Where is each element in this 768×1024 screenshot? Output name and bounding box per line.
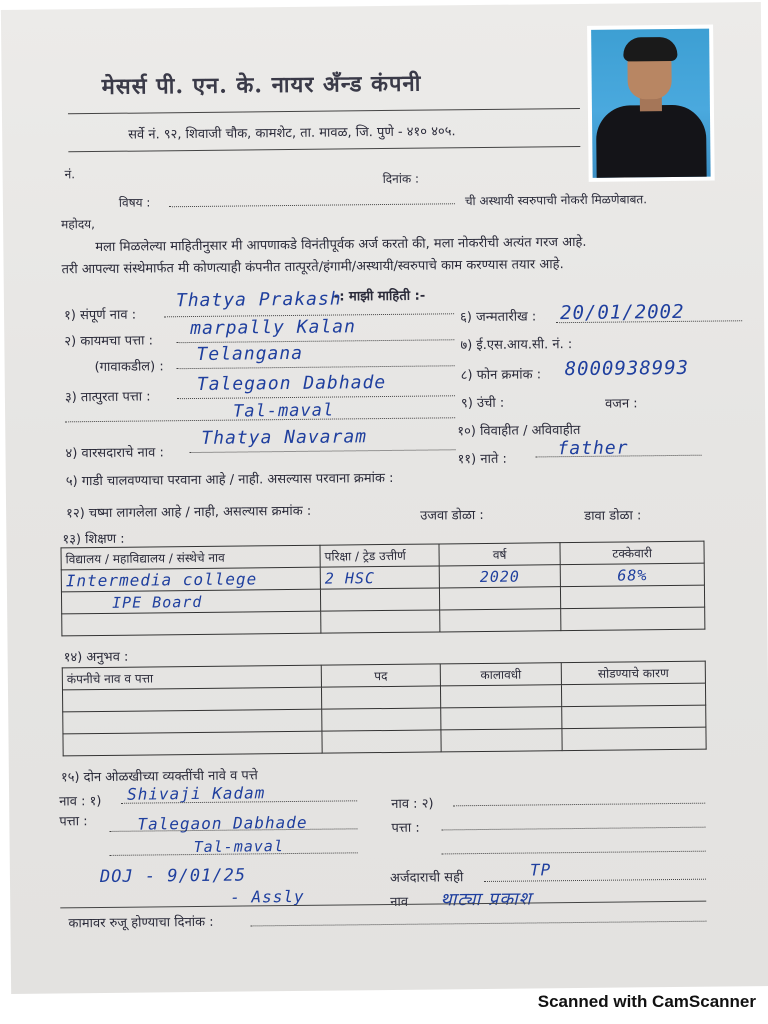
company-address: सर्वे नं. ९२, शिवाजी चौक, कामशेट, ता. मावळ, जि. पुणे - ४१० ४०५. (128, 124, 456, 143)
table-header: वर्ष (439, 543, 560, 566)
table-header: परिक्षा / ट्रेड उत्तीर्ण (320, 544, 439, 567)
temporary-address-label: ३) तात्पुरता पत्ता : (64, 389, 151, 406)
phone-value: 8000938993 (564, 356, 690, 381)
permanent-address-label: २) कायमचा पत्ता : (64, 333, 154, 350)
ref1-name-value: Shivaji Kadam (126, 783, 266, 804)
field-line (190, 449, 456, 453)
ref1-address-label: पत्ता : (59, 814, 88, 830)
table-cell: 2020 (479, 567, 520, 586)
salutation: महोदय, (61, 217, 96, 232)
driving-license-label: ५) गाडी चालवण्याचा परवाना आहे / नाही. असल्यास परवाना क्रमांक : (65, 470, 394, 490)
joining-date-label: कामावर रुजू होण्याचा दिनांक : (68, 914, 214, 932)
field-line (484, 879, 706, 882)
esic-label: ७) ई.एस.आय.सी. नं. : (460, 337, 573, 354)
applicant-signature-label: अर्जदाराची सही (389, 870, 464, 886)
experience-label: १४) अनुभव : (63, 649, 129, 666)
ref1-address-line-2: Tal-maval (193, 837, 285, 857)
ref1-name-label: नाव : १) (59, 793, 102, 810)
date-label: दिनांक : (382, 171, 420, 187)
references-label: १५) दोन ओळखीच्या व्यक्तींची नावे व पत्ते (60, 768, 258, 786)
field-line (442, 851, 706, 855)
dob-value: 20/01/2002 (559, 300, 685, 325)
relation-value: father (557, 437, 629, 460)
divider (60, 901, 706, 909)
marital-status-label: १०) विवाहीत / अविवाहीत (457, 422, 581, 440)
table-header: पद (321, 664, 440, 687)
table-cell: IPE Board (111, 592, 203, 612)
application-form-sheet (1, 2, 768, 994)
left-eye-label: डावा डोळा : (584, 508, 642, 524)
full-name-label: १) संपूर्ण नाव : (63, 307, 137, 324)
right-eye-label: उजवा डोळा : (420, 507, 484, 524)
field-line (176, 339, 454, 343)
field-line (441, 827, 705, 831)
scanner-watermark: Scanned with CamScanner (537, 992, 756, 1011)
ref1-address-line-1: Talegaon Dabhade (137, 812, 308, 834)
table-header: टक्केवारी (560, 541, 704, 565)
field-line (250, 921, 706, 927)
applicant-name-value: थाट्या प्रकाश (440, 888, 533, 911)
heir-name-value: Thatya Navaram (201, 426, 368, 449)
applicant-signature: TP (529, 860, 552, 880)
village-label: (गावाकडील) : (94, 359, 164, 376)
dob-label: ६) जन्मतारीख : (460, 309, 537, 326)
applicant-name-label: नाव (390, 894, 409, 910)
subject-label: विषय : (118, 195, 151, 210)
doj-note: DOJ - 9/01/25 (99, 865, 247, 888)
weight-label: वजन : (604, 396, 638, 412)
temporary-address-value-2: Tal-maval (232, 400, 335, 422)
education-label: १३) शिक्षण : (62, 531, 125, 548)
village-value: Telangana (196, 342, 304, 365)
education-table (60, 541, 705, 637)
number-label: नं. (64, 167, 76, 182)
heir-name-label: ४) वारसदाराचे नाव : (65, 445, 164, 462)
applicant-photo (587, 25, 715, 182)
table-cell: Intermedia college (65, 569, 258, 591)
doj-note-2: - Assly (230, 886, 305, 907)
table-cell: 2 HSC (324, 568, 376, 588)
divider (68, 146, 580, 152)
permanent-address-value: marpally Kalan (190, 316, 357, 340)
company-name: मेसर्स पी. एन. के. नायर अँन्ड कंपनी (101, 70, 422, 100)
table-cell: 68% (617, 565, 648, 585)
relation-label: ११) नाते : (457, 451, 507, 468)
height-label: ९) उंची : (460, 395, 505, 412)
divider (68, 108, 580, 114)
phone-label: ८) फोन क्रमांक : (460, 367, 542, 384)
field-line (177, 365, 455, 369)
field-line (177, 395, 455, 399)
temporary-address-value: Talegaon Dabhade (196, 371, 387, 395)
table-header: कालावधी (440, 663, 561, 686)
experience-table (62, 661, 707, 757)
table-header: कंपनीचे नाव व पत्ता (62, 665, 321, 690)
paragraph-2: तरी आपल्या संस्थेमार्फत मी कोणत्याही कंपनीत तात्पूरते/हंगामी/अस्थायी/स्वरुपाचे काम करण्यास तयार आहे. (61, 257, 564, 278)
paragraph-1: मला मिळलेल्या माहितीनुसार मी आपणाकडे विनंतीपूर्वक अर्ज करतो की, मला नोकरीची अत्यंत गरज आहे. (95, 234, 587, 256)
field-line (453, 803, 705, 807)
ref2-address-label: पत्ता : (391, 820, 420, 836)
table-header: विद्यालय / महाविद्यालय / संस्थेचे नाव (61, 545, 320, 570)
subject-line (169, 203, 455, 207)
info-heading: -: माझी माहिती :- (333, 288, 426, 305)
subject-text: ची अस्थायी स्वरुपाची नोकरी मिळणेबाबत. (464, 192, 648, 209)
spectacles-label: १२) चष्मा लागलेला आहे / नाही, असल्यास क्रमांक : (66, 503, 312, 522)
full-name-value: Thatya Prakash (175, 288, 342, 312)
table-header: सोडण्याचे कारण (561, 661, 705, 685)
ref2-name-label: नाव : २) (391, 796, 434, 812)
